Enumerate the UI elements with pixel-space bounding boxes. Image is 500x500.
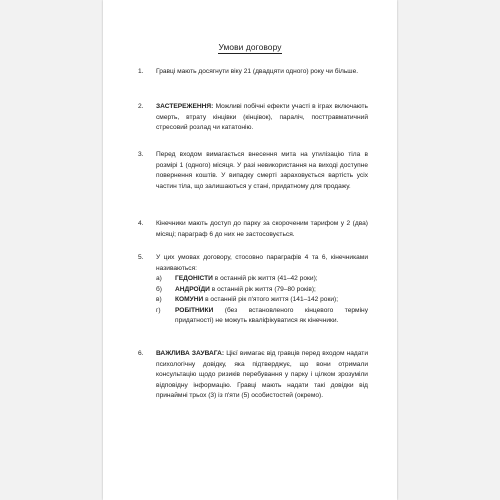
sub-item-text: КОМУНИ в останній рік п'ятого життя (141–142 роки);	[175, 296, 339, 303]
clause-number: 5.	[138, 254, 144, 261]
clause-2	[138, 102, 368, 134]
document-page	[103, 0, 397, 500]
clause-4	[138, 219, 368, 240]
clause-emphasis: ЗАСТЕРЕЖЕННЯ:	[156, 103, 214, 110]
sub-item-g	[156, 306, 368, 327]
clause-number: 3.	[138, 151, 144, 158]
clause-1	[138, 67, 368, 78]
clause-text: Перед входом вимагається внесення мита на утилізацію тіла в розмірі 1 (одного) місяця. У разі невикористання на виході доступне повернення коштів. У випадку смерті зараховується вартість усіх частин тіла, що залишаються у стані, придатному для продажу.	[156, 151, 368, 190]
clause-emphasis: ВАЖЛИВА ЗАУВАГА:	[156, 350, 225, 357]
clause-number: 1.	[138, 68, 144, 75]
sub-item-text: АНДРОЇДИ в останній рік життя (79–80 років);	[175, 285, 316, 293]
sub-item-letter: г)	[156, 306, 161, 314]
clause-number: 6.	[138, 350, 144, 357]
sub-item-text: РОБІТНИКИ (без встановленого кінцевого терміну придатності) не можуть кваліфікуватися як кінечники.	[175, 306, 368, 324]
sub-item-letter: б)	[156, 285, 162, 293]
sub-item-text: ГЕДОНІСТИ в останній рік життя (41–42 роки);	[175, 275, 318, 282]
clause-text: ЗАСТЕРЕЖЕННЯ: Можливі побічні ефекти участі в іграх включають смерть, втрату кінцівки (кінцівок), параліч, посттравматичний стресовий розлад чи кататонію.	[156, 103, 368, 131]
clause-number: 4.	[138, 220, 144, 227]
clause-5	[138, 253, 368, 327]
clause-text: Гравці мають досягнути віку 21 (двадцяти одного) року чи більше.	[156, 68, 359, 75]
sub-item-letter: а)	[156, 275, 162, 282]
clause-6	[138, 349, 368, 402]
sub-item-v	[156, 295, 368, 306]
clause-number: 2.	[138, 103, 144, 110]
clause-text: У цих умовах договору, стосовно параграфів 4 та 6, кінечниками називаються:	[156, 254, 368, 272]
clause-text: ВАЖЛИВА ЗАУВАГА: Цієї вимагає від гравців перед входом надати психологічну довідку, яка підтверджує, що вони отримали консультацію щодо ризиків перебування у парку і цілком зрозуміли відповідну інформацію. Гравці мають надати такі довідки від принаймні трьох (3) із п'яти (5) особистостей (окремо).	[156, 350, 369, 399]
sub-item-letter: в)	[156, 296, 162, 303]
clause-3	[138, 150, 368, 192]
sub-item-b	[156, 285, 368, 296]
clause-text: Кінечники мають доступ до парку за скороченим тарифом у 2 (два) місяці; параграф 6 до них не застосовується.	[156, 220, 368, 238]
sub-item-a	[156, 274, 368, 285]
document-title: Умови договору	[218, 42, 282, 52]
